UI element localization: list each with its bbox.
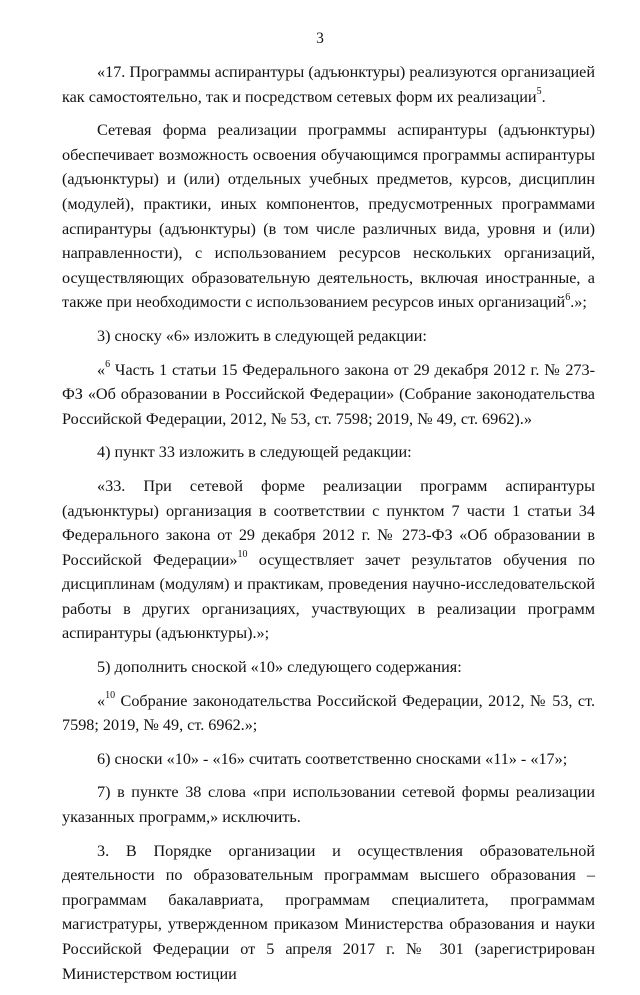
footnote-mark-10: 10 (105, 690, 116, 702)
footnote-ref-6: 6 (565, 291, 571, 303)
footnote-ref-5: 5 (536, 86, 542, 98)
paragraph-network-form: Сетевая форма реализации программы аспирантуры (адъюнктуры) обеспечивает возможность освоения обучающимся программы аспирантуры (адъюнктуры) и (или) отдельных учебных предметов, курсов, дисциплин (модулей), практики, иных компонентов, предусмотренных программами аспирантуры (адъюнктуры) (в том числе различных вида, уровня и (или) направленности), с использованием ресурсов нескольких организаций, осуществляющих образовательную деятельность, включая иностранные, а также при необходимости с использованием ресурсов иных организаций$^6$.»; (62, 121, 595, 312)
paragraph-section-3: 3. В Порядке организации и осуществления образовательной деятельности по образовательным программам высшего образования – программам бакалавриата, программам специалитета, программам магистратуры, утвержденном приказом Министерства образования и науки Российской Федерации от 5 апреля 2017 г. № 301 (зарегистрирован Министерством юстиции (62, 841, 595, 983)
paragraph-item-4: 4) пункт 33 изложить в следующей редакции: (97, 443, 412, 462)
paragraph-footnote-6-text: «$^6$ Часть 1 статьи 15 Федерального закона от 29 декабря 2012 г. № 273-ФЗ «Об образовании в Российской Федерации» (Собрание законодательства Российской Федерации, 2012, № 53, ст. 7598; 2019, № 49, ст. 6962).» (62, 359, 595, 428)
paragraph-33: «33. При сетевой форме реализации программ аспирантуры (адъюнктуры) организация в соответствии с пунктом 7 части 1 статьи 34 Федерального закона от 29 декабря 2012 г. № 273-ФЗ «Об образовании в Российской Федерации»$^{10}$ осуществляет зачет результатов обучения по дисциплинам (модулям) и практикам, проведения научно-исследовательской работы в других организациях, участвующих в реализации программ аспирантуры (адъюнктуры).»; (62, 476, 596, 643)
paragraph-item-5: 5) дополнить сноской «10» следующего содержания: (97, 658, 462, 677)
paragraph-17-intro: «17. Программы аспирантуры (адъюнктуры) реализуются организацией как самостоятельно, так и посредством сетевых форм их реализации$^5$. (62, 63, 595, 106)
footnote-ref-10: 10 (237, 549, 248, 561)
footnote-mark-6: 6 (105, 359, 111, 371)
paragraph-item-3: 3) сноску «6» изложить в следующей редакции: (97, 326, 427, 345)
page-number: 3 (316, 30, 324, 47)
paragraph-item-6: 6) сноски «10» - «16» считать соответственно сносками «11» - «17»; (97, 749, 568, 768)
paragraph-item-7: 7) в пункте 38 слова «при использовании сетевой формы реализации указанных программ,» исключить. (62, 783, 595, 827)
document-body (62, 60, 595, 995)
paragraph-footnote-10-text: «$^{10}$ Собрание законодательства Российской Федерации, 2012, № 53, ст. 7598; 2019, № 49, ст. 6962.»; (62, 690, 595, 735)
